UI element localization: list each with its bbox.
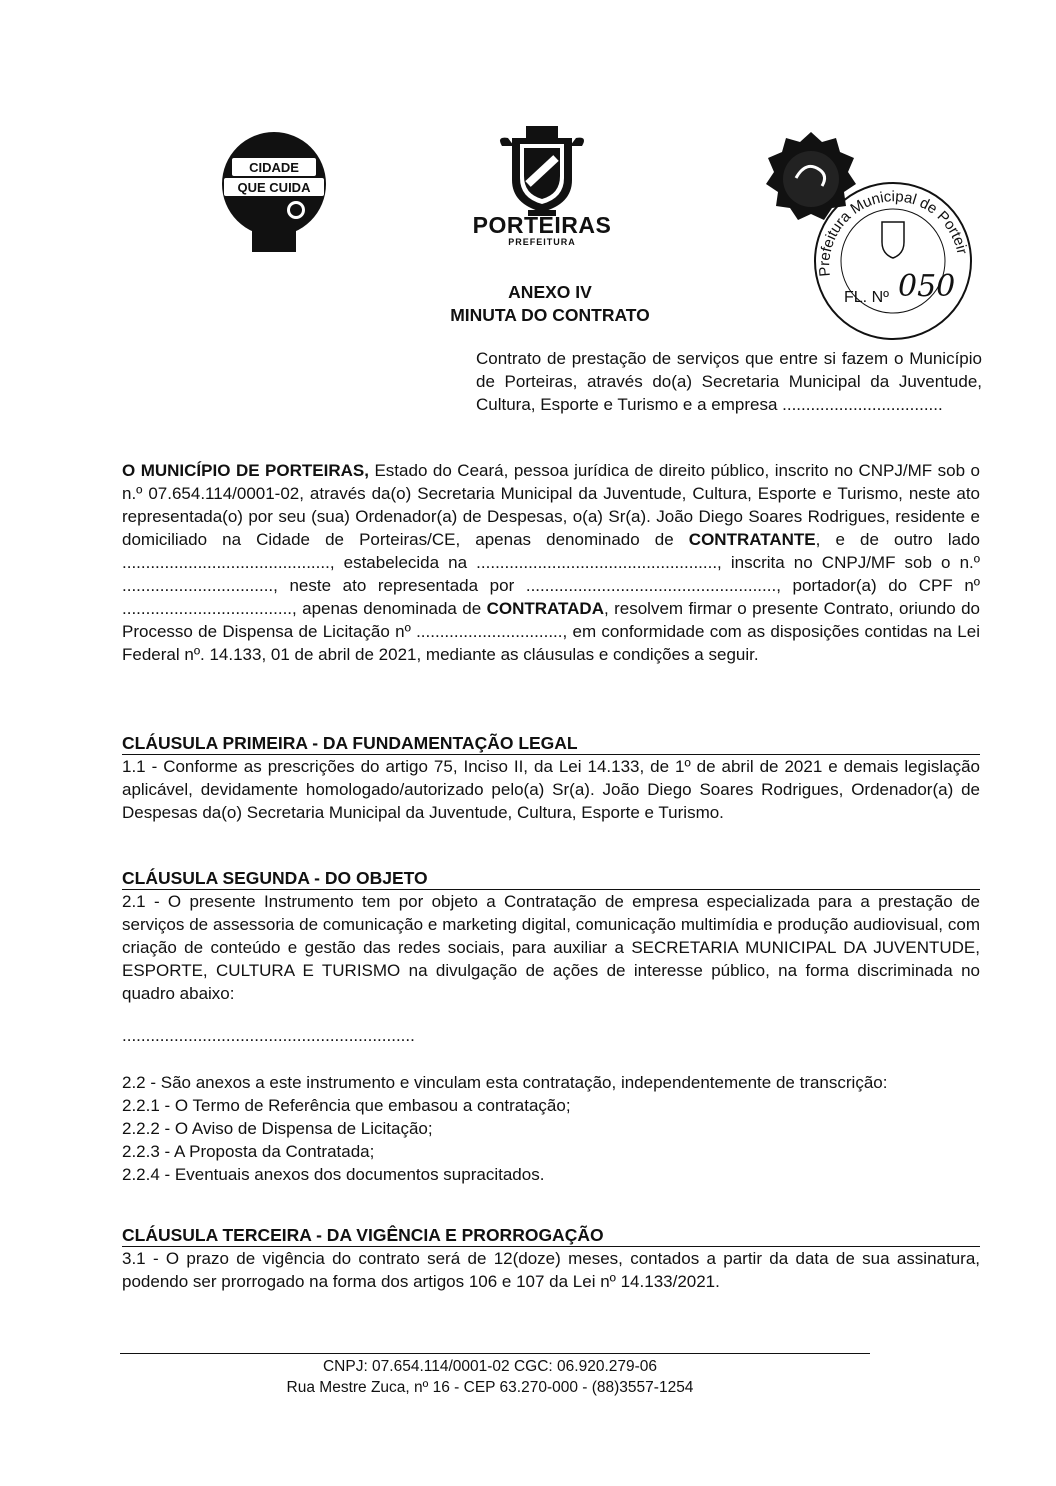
clause-third-title: CLÁUSULA TERCEIRA - DA VIGÊNCIA E PRORROGAÇÃO bbox=[122, 1224, 980, 1247]
clause-second-text: 2.1 - O presente Instrumento tem por objeto a Contratação de empresa especializada para a prestação de serviços de assessoria de comunicação e marketing digital, comunicação multimídia e produção audiovisual, com criação de conteúdo e gestão das redes sociais, para auxiliar a SECRETARIA MUNICIPAL DA JUVENTUDE, ESPORTE, CULTURA E TURISMO na divulgação de ações de interesse público, na forma discriminada no quadro abaixo: bbox=[122, 892, 980, 1003]
list-item: 2.2.1 - O Termo de Referência que embasou a contratação; bbox=[122, 1096, 571, 1115]
annex-intro: 2.2 - São anexos a este instrumento e vinculam esta contratação, independentemente de transcrição: bbox=[122, 1073, 888, 1092]
page-footer bbox=[230, 1356, 750, 1398]
clause-third bbox=[122, 1224, 980, 1293]
protocol-stamp bbox=[808, 176, 978, 346]
preamble-text-a: Estado do Ceará, pessoa jurídica de direito público, inscrito no CNPJ/MF sob o n.º 07.654.114/0001-02, através da(o) Secretaria Municipal da Juventude, Cultura, Esporte e Turismo, neste ato representada(o) por seu (sua) Ordenador(a) de Despesas, o(a) Sr(a). João Diego Soares Rodrigues, residente e domiciliado na Cidade de Porteiras/CE, apenas denominado de bbox=[122, 461, 981, 549]
list-item: 2.2.4 - Eventuais anexos dos documentos supracitados. bbox=[122, 1165, 545, 1184]
brand-name: PORTEIRAS bbox=[472, 212, 612, 238]
clause-second bbox=[122, 867, 980, 1005]
preamble-text-b: , e de outro lado ............................................, estabelecida na ..................................................., inscrita no CNPJ/MF sob o n.º ................................, neste ato representada por ....................................................., portador(a) do CPF nº ...................................., apenas denominada de bbox=[122, 530, 980, 618]
porteiras-crest-logo bbox=[494, 124, 590, 218]
svg-text:QUE CUIDA: QUE CUIDA bbox=[237, 180, 311, 195]
preamble-contratada: CONTRATADA bbox=[486, 599, 604, 618]
stamp-fl-number: 050 bbox=[898, 269, 956, 304]
clause-first bbox=[122, 732, 980, 824]
footer-address: Rua Mestre Zuca, nº 16 - CEP 63.270-000 - (88)3557-1254 bbox=[286, 1379, 694, 1396]
footer-cnpj: CNPJ: 07.654.114/0001-02 CGC: 06.920.279-06 bbox=[322, 1358, 658, 1375]
brand-subtitle: PREFEITURA bbox=[508, 237, 576, 247]
svg-text:CIDADE: CIDADE bbox=[249, 160, 299, 175]
stamp-arc-text: Prefeitura Municipal de Porteir bbox=[816, 188, 971, 278]
title-annex: ANEXO IV bbox=[508, 282, 592, 302]
cidade-que-cuida-logo bbox=[218, 128, 330, 252]
preamble-party-name: O MUNICÍPIO DE PORTEIRAS, bbox=[122, 461, 369, 480]
stamp-fl-label: FL. Nº bbox=[844, 289, 889, 306]
preamble-contratante: CONTRATANTE bbox=[688, 530, 816, 549]
clause-first-text: 1.1 - Conforme as prescrições do artigo 75, Inciso II, da Lei 14.133, de 1º de abril de 2021 e demais legislação aplicável, devidamente homologado/autorizado pelo(a) Sr(a). João Diego Soares Rodrigues, Ordenador(a) de Despesas da(o) Secretaria Municipal da Juventude, Cultura, Esporte e Turismo. bbox=[122, 757, 980, 822]
clause-first-title: CLÁUSULA PRIMEIRA - DA FUNDAMENTAÇÃO LEGAL bbox=[122, 732, 980, 755]
clause-second-title: CLÁUSULA SEGUNDA - DO OBJETO bbox=[122, 867, 980, 890]
document-title bbox=[380, 281, 720, 327]
preamble-text-c: , resolvem firmar o presente Contrato, oriundo do Processo de Dispensa de Licitação nº ..............................., em conformidade com as disposições contidas na Lei Federal nº. 14.133, 01 de abril de 2021, mediante as cláusulas e condições a seguir. bbox=[122, 599, 981, 664]
brand-block bbox=[452, 212, 632, 247]
list-item: 2.2.3 - A Proposta da Contratada; bbox=[122, 1142, 375, 1161]
annex-list bbox=[122, 1071, 980, 1186]
svg-text:Prefeitura Municipal de Portei bbox=[808, 176, 971, 277]
clause-third-text: 3.1 - O prazo de vigência do contrato será de 12(doze) meses, contados a partir da data de sua assinatura, podendo ser prorrogado na forma dos artigos 106 e 107 da Lei nº 14.133/2021. bbox=[122, 1249, 980, 1291]
title-contract-draft: MINUTA DO CONTRATO bbox=[450, 305, 650, 325]
list-item: 2.2.2 - O Aviso de Dispensa de Licitação; bbox=[122, 1119, 433, 1138]
contract-preamble bbox=[122, 459, 980, 666]
contract-summary: Contrato de prestação de serviços que entre si fazem o Município de Porteiras, através do(a) Secretaria Municipal da Juventude, Cultura, Esporte e Turismo e a empresa .................................. bbox=[476, 349, 982, 414]
object-placeholder-dots: .............................................................. bbox=[122, 1026, 415, 1045]
footer-divider bbox=[120, 1353, 870, 1354]
